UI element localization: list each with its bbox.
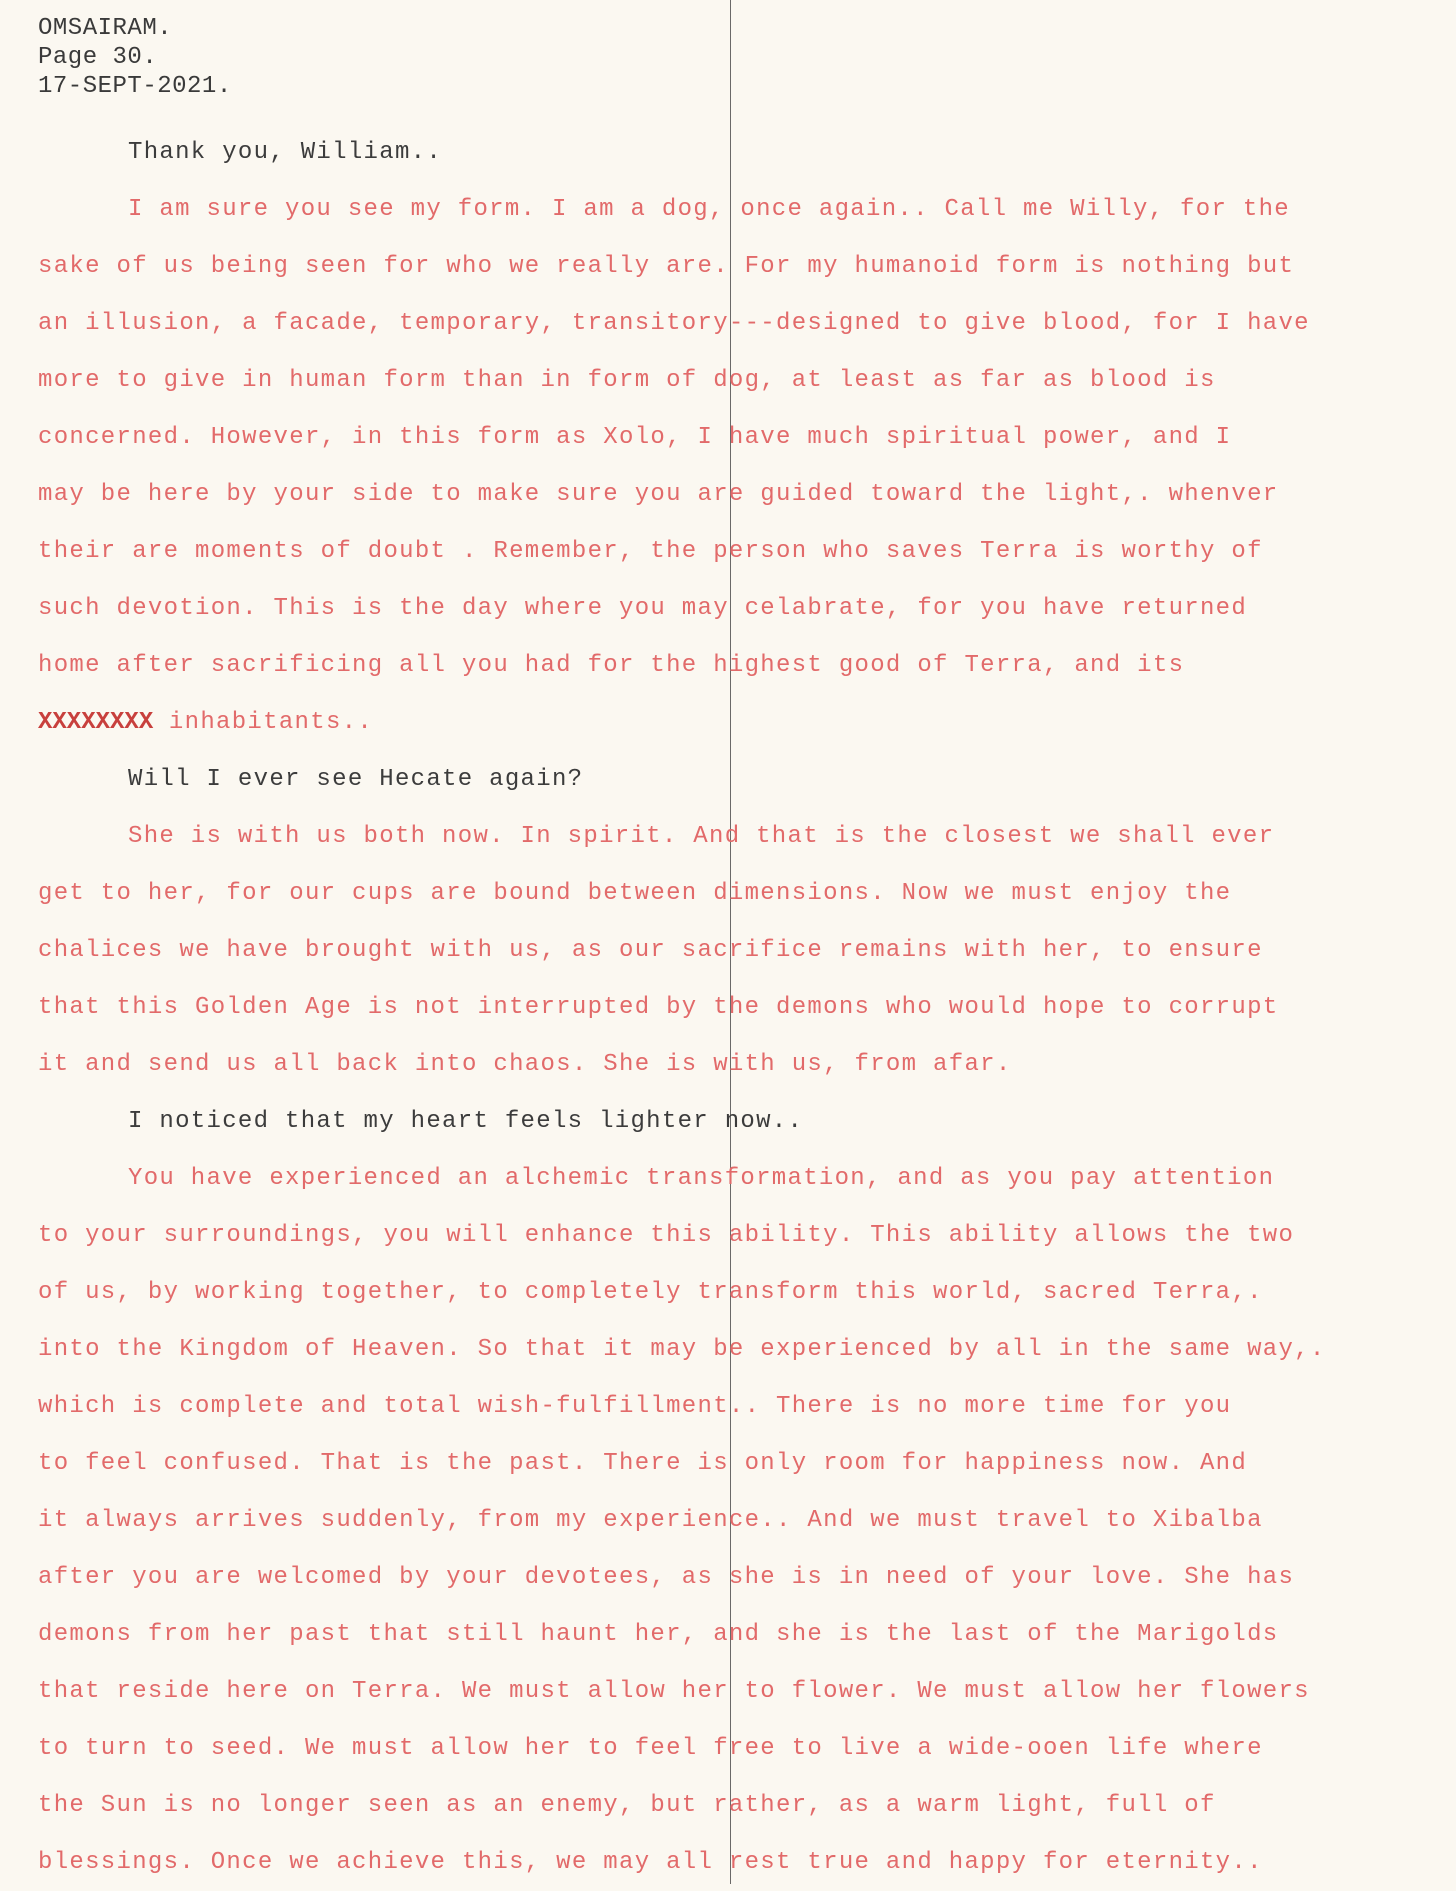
text-line: their are moments of doubt . Remember, the person who saves Terra is worthy of bbox=[38, 538, 1263, 565]
text-line: She is with us both now. In spirit. And that is the closest we shall ever bbox=[128, 823, 1275, 850]
body-text bbox=[38, 124, 1438, 1891]
text-line: of us, by working together, to completely transform this world, sacred Terra,. bbox=[38, 1279, 1263, 1306]
text-line: home after sacrificing all you had for the highest good of Terra, and its bbox=[38, 652, 1185, 679]
text-line-struck bbox=[38, 694, 1438, 751]
header-title: OMSAIRAM. bbox=[38, 15, 173, 42]
header-date: 17-SEPT-2021. bbox=[38, 73, 232, 100]
text-line: chalices we have brought with us, as our sacrifice remains with her, to ensure bbox=[38, 937, 1263, 964]
paragraph-writer bbox=[38, 1093, 1438, 1150]
text-line: the Sun is no longer seen as an enemy, but rather, as a warm light, full of bbox=[38, 1792, 1216, 1819]
page-header bbox=[38, 14, 232, 101]
paragraph-writer bbox=[38, 124, 1438, 181]
text-line: I am sure you see my form. I am a dog, once again.. Call me Willy, for the bbox=[128, 196, 1290, 223]
text-line: to feel confused. That is the past. There is only room for happiness now. And bbox=[38, 1450, 1248, 1477]
text-line-rest: inhabitants.. bbox=[153, 709, 374, 736]
text-line: into the Kingdom of Heaven. So that it may be experienced by all in the same way,. bbox=[38, 1336, 1326, 1363]
text-line: such devotion. This is the day where you may celabrate, for you have returned bbox=[38, 595, 1248, 622]
text-line: concerned. However, in this form as Xolo, I have much spiritual power, and I bbox=[38, 424, 1232, 451]
text-line: may be here by your side to make sure you are guided toward the light,. whenver bbox=[38, 481, 1279, 508]
text-line: that this Golden Age is not interrupted by the demons who would hope to corrupt bbox=[38, 994, 1279, 1021]
text-line: Will I ever see Hecate again? bbox=[128, 766, 584, 793]
text-line: it always arrives suddenly, from my experience.. And we must travel to Xibalba bbox=[38, 1507, 1263, 1534]
text-line: I noticed that my heart feels lighter now.. bbox=[128, 1108, 804, 1135]
text-line: that reside here on Terra. We must allow her to flower. We must allow her flowers bbox=[38, 1678, 1310, 1705]
text-line: which is complete and total wish-fulfillment.. There is no more time for you bbox=[38, 1393, 1232, 1420]
text-line: it and send us all back into chaos. She is with us, from afar. bbox=[38, 1051, 1012, 1078]
text-line: blessings. Once we achieve this, we may all rest true and happy for eternity.. bbox=[38, 1849, 1263, 1876]
header-page-number: Page 30. bbox=[38, 44, 158, 71]
text-line: an illusion, a facade, temporary, transitory---designed to give blood, for I have bbox=[38, 310, 1310, 337]
text-line: sake of us being seen for who we really are. For my humanoid form is nothing but bbox=[38, 253, 1295, 280]
struck-out-text: XXXXXXXX bbox=[38, 709, 154, 736]
paragraph-voice bbox=[38, 181, 1438, 751]
text-line: You have experienced an alchemic transformation, and as you pay attention bbox=[128, 1165, 1275, 1192]
paragraph-voice bbox=[38, 808, 1438, 1093]
text-line: more to give in human form than in form of dog, at least as far as blood is bbox=[38, 367, 1216, 394]
paragraph-writer bbox=[38, 751, 1438, 808]
text-line: to your surroundings, you will enhance this ability. This ability allows the two bbox=[38, 1222, 1295, 1249]
text-line: Thank you, William.. bbox=[128, 139, 443, 166]
text-line: to turn to seed. We must allow her to feel free to live a wide-ooen life where bbox=[38, 1735, 1263, 1762]
paragraph-voice bbox=[38, 1150, 1438, 1891]
text-line: demons from her past that still haunt her, and she is the last of the Marigolds bbox=[38, 1621, 1279, 1648]
text-line: get to her, for our cups are bound between dimensions. Now we must enjoy the bbox=[38, 880, 1232, 907]
text-line: after you are welcomed by your devotees, as she is in need of your love. She has bbox=[38, 1564, 1295, 1591]
